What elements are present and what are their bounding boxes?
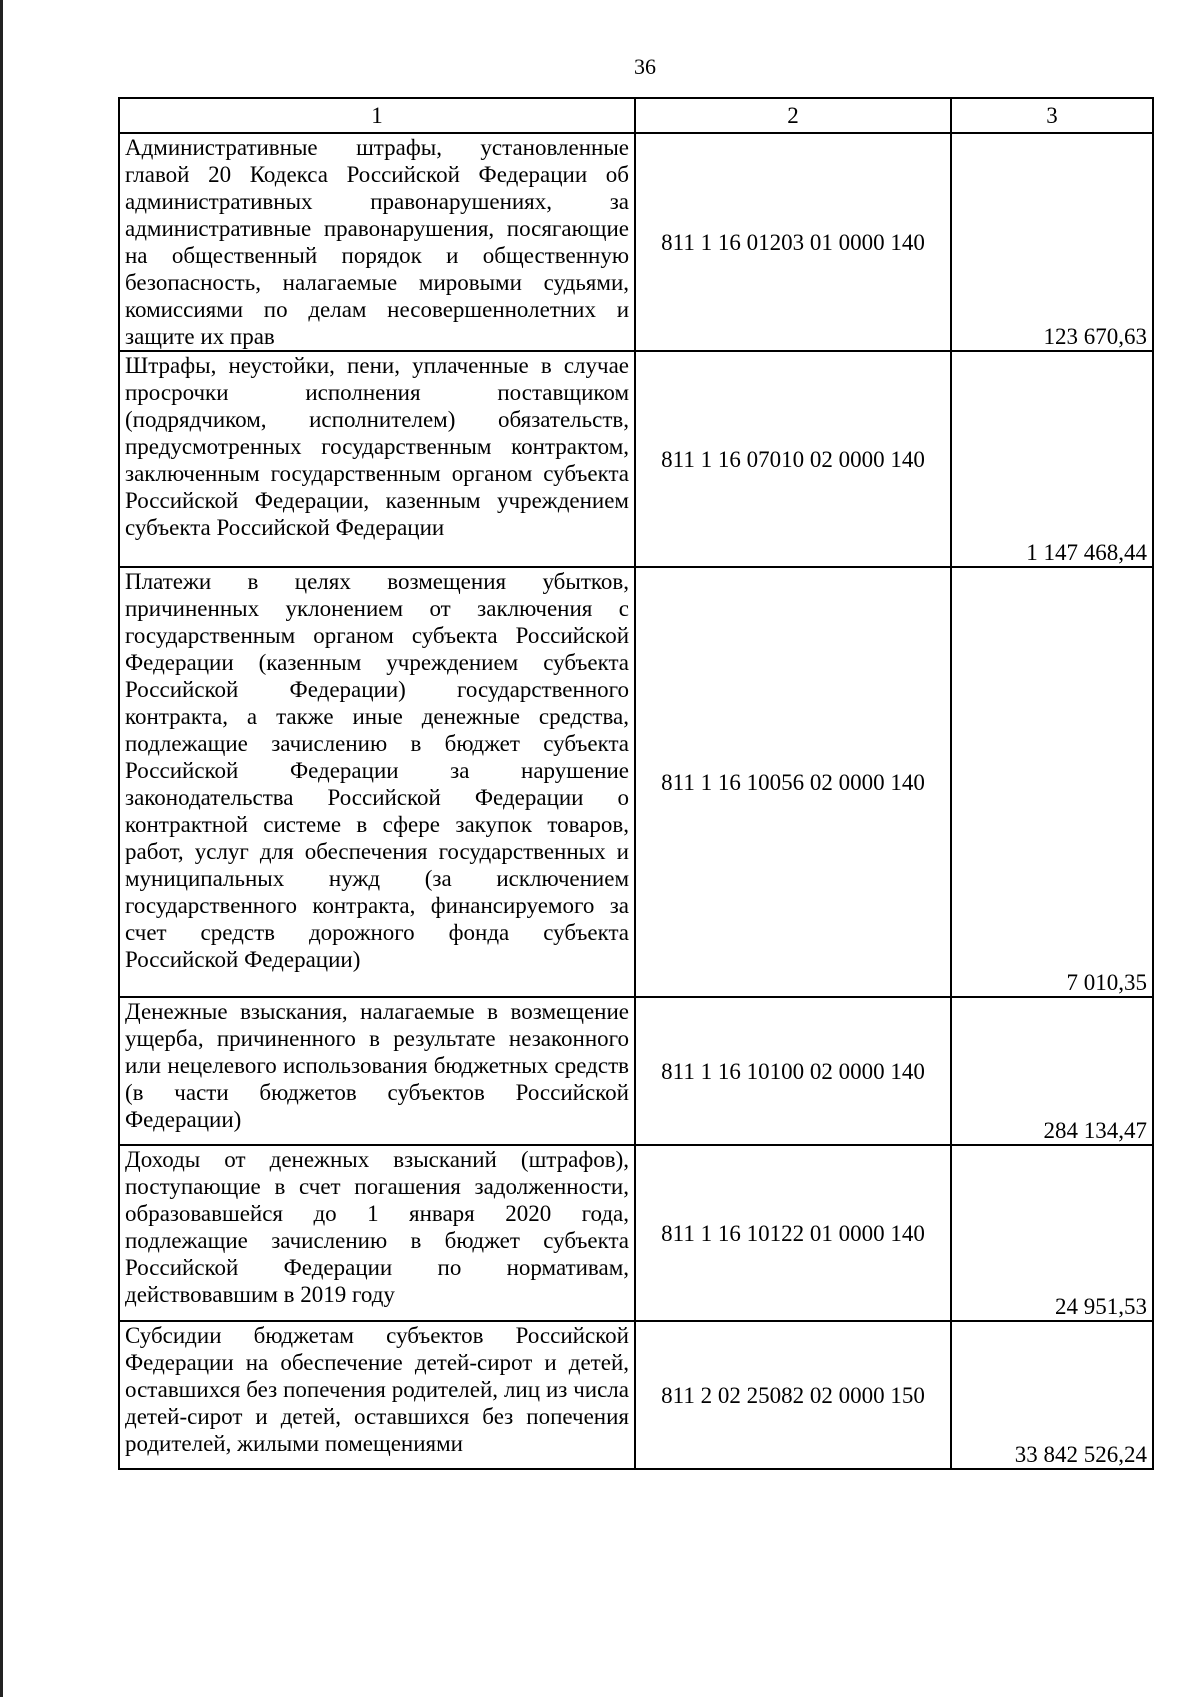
row-amount: 123 670,63 bbox=[951, 133, 1153, 351]
row-code: 811 1 16 10056 02 0000 140 bbox=[635, 567, 951, 997]
column-header-2: 2 bbox=[635, 98, 951, 133]
column-header-3: 3 bbox=[951, 98, 1153, 133]
row-description: Доходы от денежных взысканий (штрафов), поступающие в счет погашения задолженности, образовавшейся до 1 января 2020 года, подлежащие зачислению в бюджет субъекта Российской Федерации по нормативам, действовавшим в 2019 году bbox=[119, 1145, 635, 1321]
table-row bbox=[119, 567, 1153, 997]
row-description: Денежные взыскания, налагаемые в возмещение ущерба, причиненного в результате незаконного или нецелевого использования бюджетных средств (в части бюджетов субъектов Российской Федерации) bbox=[119, 997, 635, 1145]
row-amount: 33 842 526,24 bbox=[951, 1321, 1153, 1469]
row-amount: 284 134,47 bbox=[951, 997, 1153, 1145]
row-code: 811 1 16 10122 01 0000 140 bbox=[635, 1145, 951, 1321]
row-description: Штрафы, неустойки, пени, уплаченные в случае просрочки исполнения поставщиком (подрядчиком, исполнителем) обязательств, предусмотренных государственным контрактом, заключенным государственным органом субъекта Российской Федерации, казенным учреждением субъекта Российской Федерации bbox=[119, 351, 635, 567]
row-description: Платежи в целях возмещения убытков, причиненных уклонением от заключения с государственным органом субъекта Российской Федерации (казенным учреждением субъекта Российской Федерации) государственного контракта, а также иные денежные средства, подлежащие зачислению в бюджет субъекта Российской Федерации за нарушение законодательства Российской Федерации о контрактной системе в сфере закупок товаров, работ, услуг для обеспечения государственных и муниципальных нужд (за исключением государственного контракта, финансируемого за счет средств дорожного фонда субъекта Российской Федерации) bbox=[119, 567, 635, 997]
row-code: 811 2 02 25082 02 0000 150 bbox=[635, 1321, 951, 1469]
table-header-row bbox=[119, 98, 1153, 133]
table-row bbox=[119, 1321, 1153, 1469]
row-code: 811 1 16 07010 02 0000 140 bbox=[635, 351, 951, 567]
table-row bbox=[119, 133, 1153, 351]
table-row bbox=[119, 997, 1153, 1145]
row-amount: 24 951,53 bbox=[951, 1145, 1153, 1321]
column-header-1: 1 bbox=[119, 98, 635, 133]
row-amount: 1 147 468,44 bbox=[951, 351, 1153, 567]
row-description: Субсидии бюджетам субъектов Российской Федерации на обеспечение детей-сирот и детей, оставшихся без попечения родителей, лиц из числа детей-сирот и детей, оставшихся без попечения родителей, жилыми помещениями bbox=[119, 1321, 635, 1469]
table-row bbox=[119, 1145, 1153, 1321]
scan-left-edge bbox=[0, 0, 3, 1697]
page-number: 36 bbox=[634, 54, 656, 79]
row-description: Административные штрафы, установленные главой 20 Кодекса Российской Федерации об административных правонарушениях, за административные правонарушения, посягающие на общественный порядок и общественную безопасность, налагаемые мировыми судьями, комиссиями по делам несовершеннолетних и защите их прав bbox=[119, 133, 635, 351]
budget-table bbox=[118, 97, 1154, 1470]
table-row bbox=[119, 351, 1153, 567]
row-code: 811 1 16 10100 02 0000 140 bbox=[635, 997, 951, 1145]
row-code: 811 1 16 01203 01 0000 140 bbox=[635, 133, 951, 351]
row-amount: 7 010,35 bbox=[951, 567, 1153, 997]
